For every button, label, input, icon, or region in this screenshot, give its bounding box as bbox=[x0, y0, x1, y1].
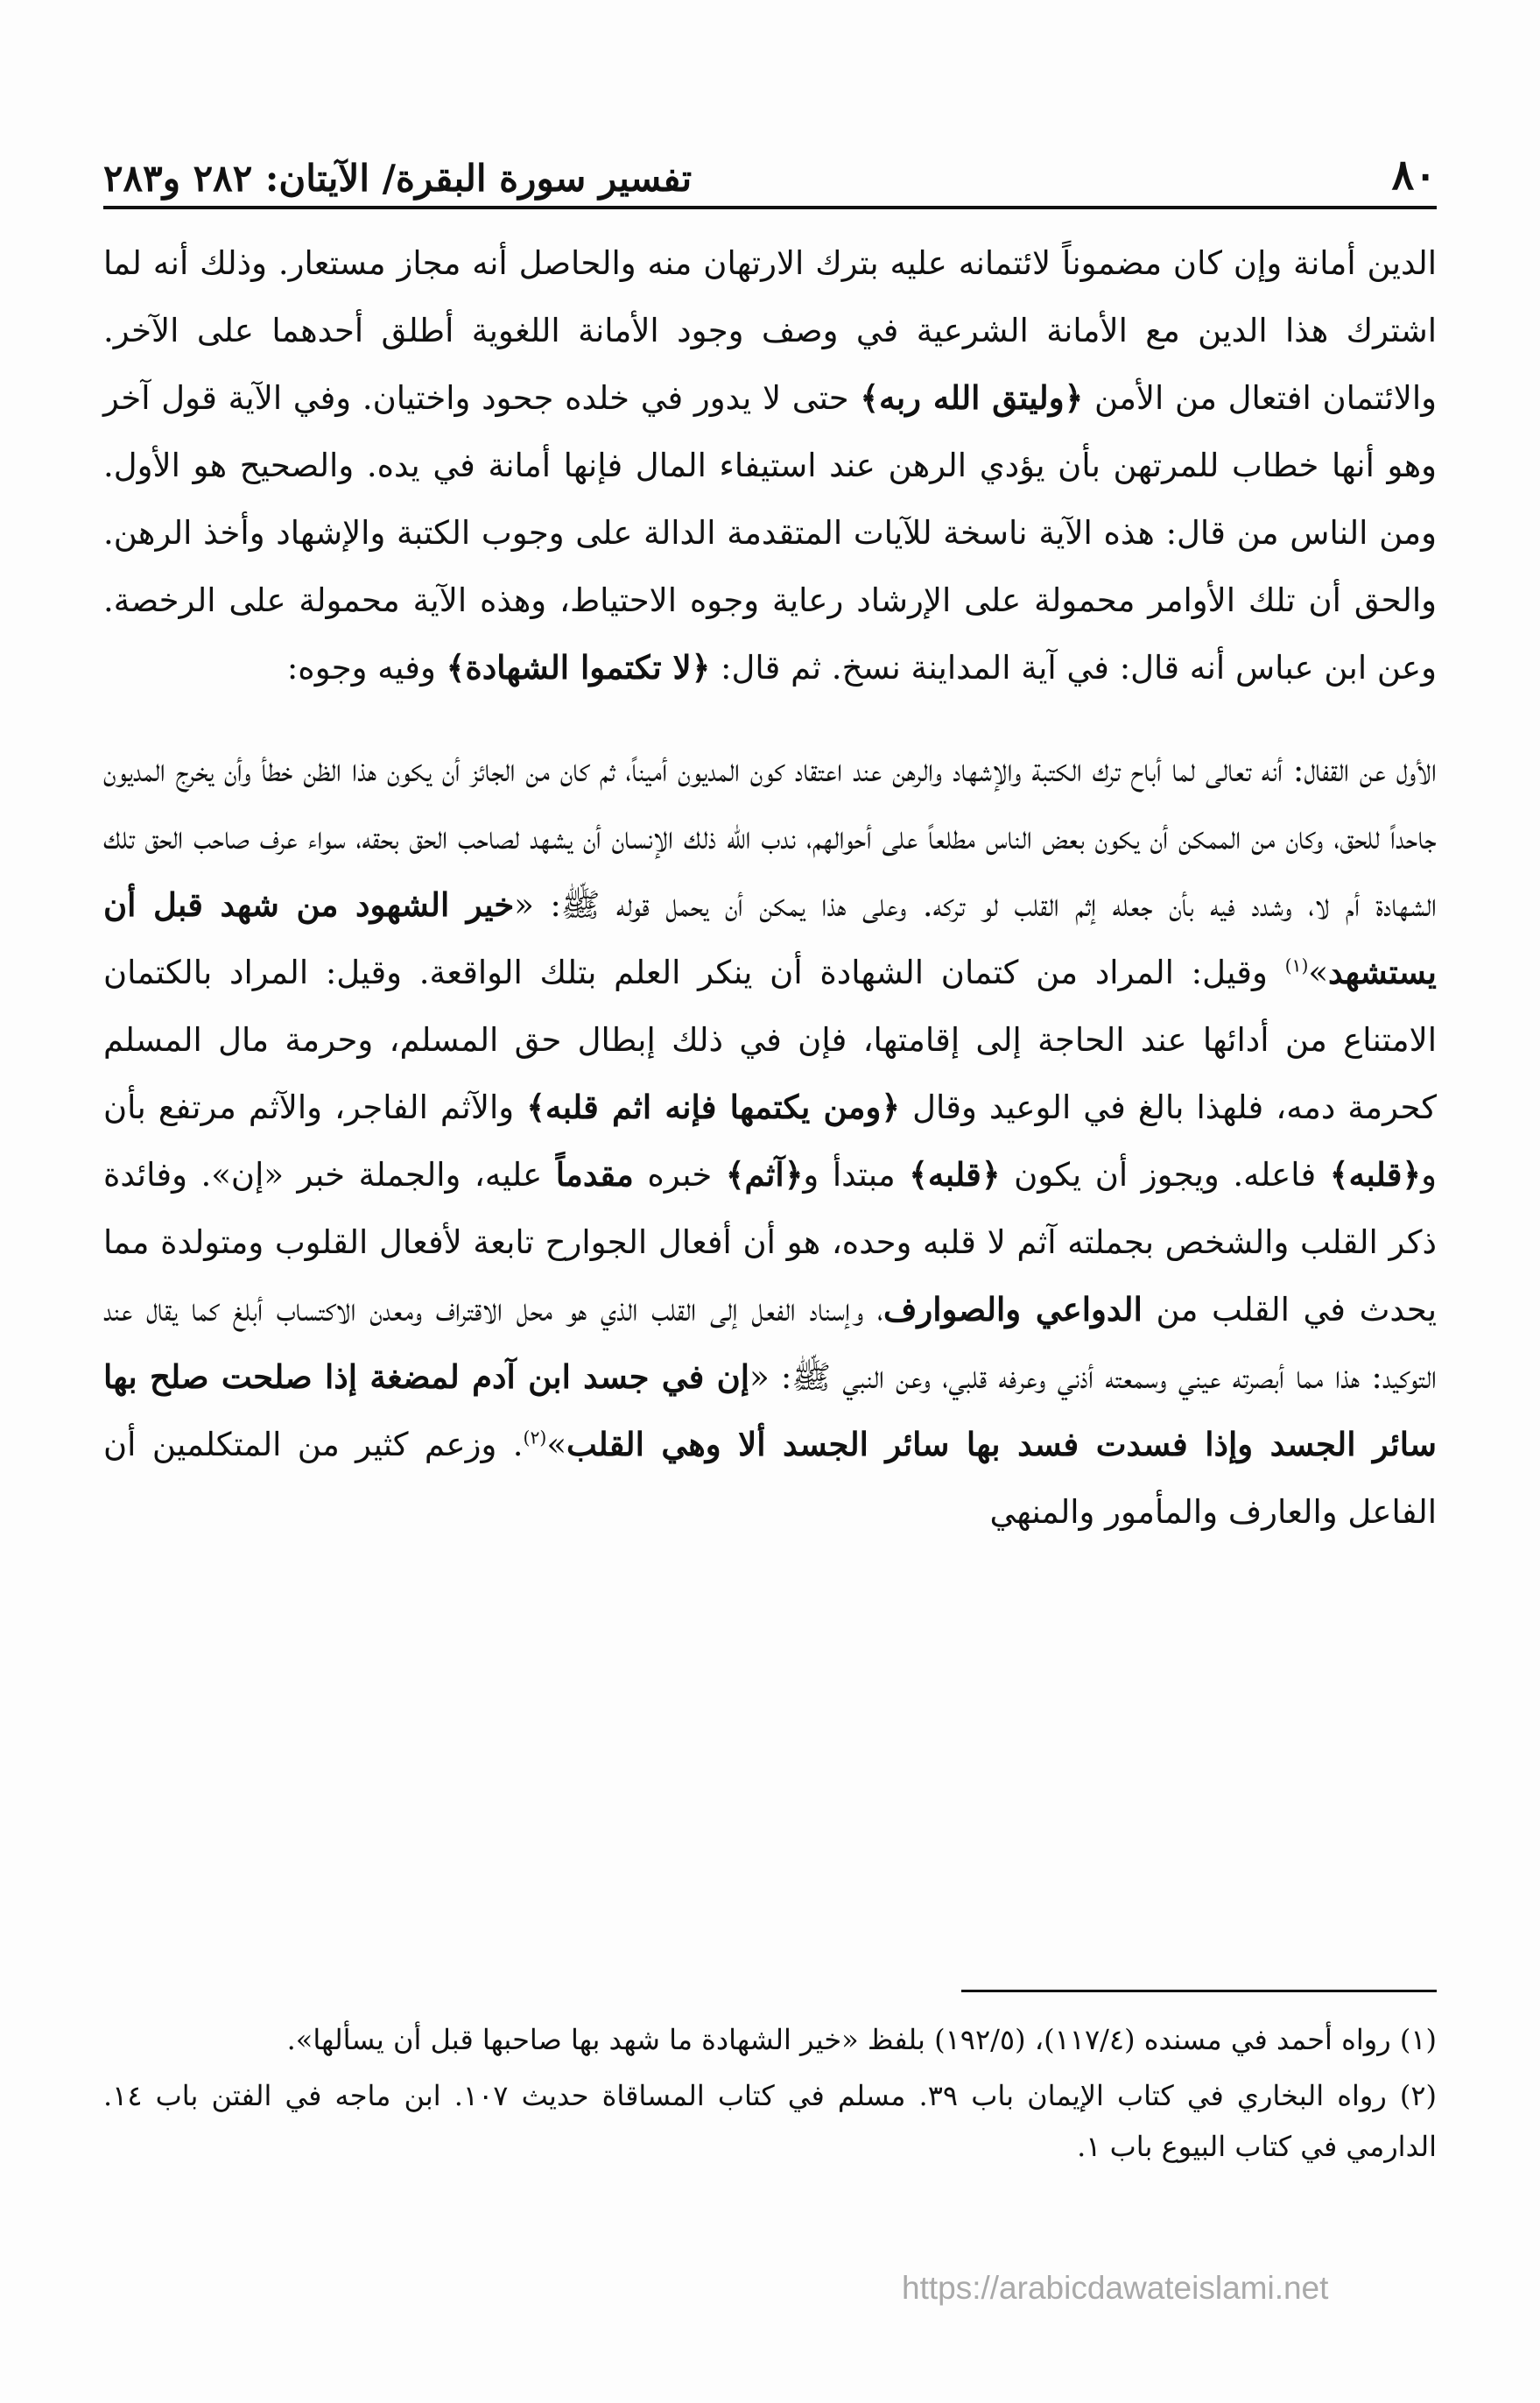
bold-term: الدواعي والصوارف bbox=[883, 1290, 1143, 1328]
footnote-2: (٢) رواه البخاري في كتاب الإيمان باب ٣٩. مسلم في كتاب المساقاة حديث ١٠٧. ابن ماجه في الفتن باب ١٤. الدارمي في كتاب البيوع باب ١. bbox=[103, 2079, 1438, 2163]
text-run: ، وإسناد الفعل إلى القلب الذي هو محل الاقتراف ومعدن الاكتساب أبلغ كما يقال عند التوكيد: هذا مما أبصرته عيني وسمعته أذني وعرفه قلبي، وعن النبي ﷺ: « bbox=[103, 1291, 1437, 1396]
hadith-quote: إن في جسد ابن آدم لمضغة إذا صلحت صلح بها سائر الجسد وإذا فسدت فسد بها سائر الجسد ألا وهي القلب bbox=[103, 1357, 1438, 1463]
text-run: عليه، والجملة خبر «إن». وفائدة ذكر القلب والشخص بجملته آثم لا قلبه وحده، هو أن أفعال الجوارح تابعة لأفعال القلوب ومتولدة مما يحدث في القلب من bbox=[103, 1156, 1438, 1328]
footnote-marker-2: (٢) bbox=[523, 1427, 547, 1448]
footnote-1: (١) رواه أحمد في مسنده (١١٧/٤)، (١٩٢/٥) بلفظ «خير الشهادة ما شهد بها صاحبها قبل أن يسألها». bbox=[286, 2023, 1437, 2056]
text-run: وقيل: المراد من كتمان الشهادة أن ينكر العلم بتلك الواقعة. وقيل: المراد بالكتمان الامتناع من أدائها عند الحاجة إلى إقامتها، فإن في ذلك إبطال حق المسلم، وحرمة مال المسلم كحرمة دمه، فلهذا بالغ في الوعيد وقال bbox=[103, 954, 1437, 1126]
hadith-quote: خير الشهود من شهد قبل أن يستشهد bbox=[103, 885, 1437, 991]
text-run: » bbox=[1308, 954, 1329, 991]
quran-quote: ﴿وليتق الله ربه﴾ bbox=[860, 378, 1084, 417]
footnote-rule bbox=[961, 1990, 1437, 1992]
footnotes bbox=[103, 2014, 1437, 2177]
running-title: تفسير سورة البقرة/ الآيتان: ٢٨٢ و٢٨٣ bbox=[103, 157, 693, 200]
watermark-url: https://arabicdawateislami.net bbox=[902, 2270, 1329, 2306]
text-run: وفيه وجوه: bbox=[286, 649, 447, 687]
text-run: حتى لا يدور في خلده جحود واختيان. وفي الآية قول آخر وهو أنها خطاب للمرتهن بأن يؤدي الرهن عند استيفاء المال فإنها أمانة في يده. والصحيح هو الأول. ومن الناس من قال: هذه الآية ناسخة للآيات المتقدمة الدالة على وجوب الكتبة والإشهاد وأخذ الرهن. والحق أن تلك الأوامر محمولة على الإرشاد رعاية وجوه الاحتياط، وهذه الآية محمولة على الرخصة. وعن ابن عباس أنه قال: في آية المداينة نسخ. ثم قال: bbox=[103, 379, 1437, 687]
bold-term: مقدماً bbox=[555, 1155, 634, 1194]
quran-quote: ﴿قلبه﴾ bbox=[1329, 1155, 1422, 1194]
text-run: الدين أمانة وإن كان مضموناً لائتمانه عليه بترك الارتهان منه والحاصل أنه مجاز مستعار. وذلك أنه لما اشترك هذا الدين مع الأمانة الشرعية في وصف وجود الأمانة اللغوية أطلق أحدهما على الآخر. والائتمان افتعال من الأمن bbox=[103, 244, 1437, 417]
text-run: » bbox=[546, 1426, 566, 1463]
text-run: مبتدأ و bbox=[803, 1156, 910, 1194]
text-run: خبره bbox=[633, 1156, 726, 1194]
quran-quote: ﴿آثم﴾ bbox=[725, 1155, 804, 1194]
text-run: . وزعم كثير من المتكلمين أن الفاعل والعارف والمأمور والمنهي bbox=[103, 1426, 1437, 1531]
quran-quote: ﴿ومن يكتمها فإنه اثم قلبه﴾ bbox=[526, 1088, 901, 1126]
running-header bbox=[103, 147, 1437, 200]
page-number: ٨٠ bbox=[1391, 151, 1437, 200]
text-run: الأول عن القفال: أنه تعالى لما أباح ترك الكتبة والإشهاد والرهن عند اعتقاد كون المديون أميناً، ثم كان من الجائز أن يكون هذا الظن خطأ وأن يخرج المديون جاحداً للحق، وكان من الممكن أن يكون بعض الناس مطلعاً على أحوالهم، ندب الله ذلك الإنسان أن يشهد لصاحب الحق بحقه، سواء عرف صاحب الحق تلك الشهادة أم لا، وشدد فيه بأن جعله إثم القلب لو تركه. وعلى هذا يمكن أن يحمل قوله ﷺ: « bbox=[103, 751, 1437, 924]
header-rule bbox=[103, 206, 1437, 209]
text-run: فاعله. ويجوز أن يكون bbox=[1000, 1156, 1330, 1194]
paragraph-2 bbox=[103, 736, 1437, 1546]
text-run: والآثم الفاجر، والآثم مرتفع بأن و bbox=[103, 1089, 1437, 1194]
paragraph-1 bbox=[103, 229, 1437, 701]
main-text bbox=[103, 229, 1437, 1546]
quran-quote: ﴿لا تكتموا الشهادة﴾ bbox=[446, 648, 711, 687]
quran-quote: ﴿قلبه﴾ bbox=[909, 1155, 1001, 1194]
footnote-marker-1: (١) bbox=[1284, 955, 1309, 976]
